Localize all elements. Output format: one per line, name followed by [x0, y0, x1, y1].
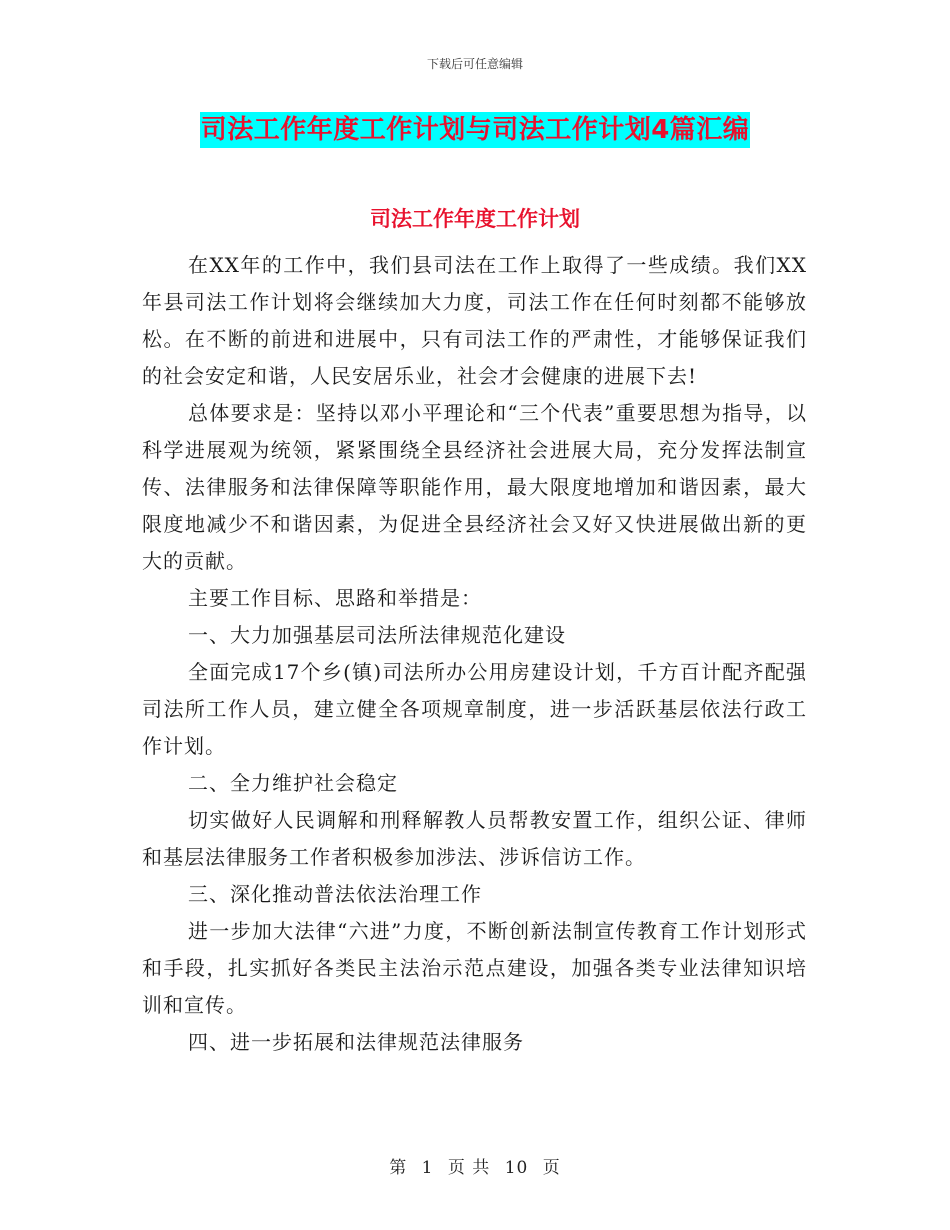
heading-item-1: 一、大力加强基层司法所法律规范化建设 — [188, 623, 566, 647]
document-title — [0, 112, 950, 148]
page-mid: 页 共 — [447, 1158, 491, 1178]
paragraph: 进一步加大法律“六进”力度，不断创新法制宣传教育工作计划形式和手段，扎实抓好各类民主法治示范点建设，加强各类专业法律知识培训和宣传。 — [142, 919, 807, 1017]
paragraph: 切实做好人民调解和刑释解教人员帮教安置工作，组织公证、律师和基层法律服务工作者积极参加涉法、涉诉信访工作。 — [142, 808, 807, 869]
page-suffix: 页 — [542, 1158, 561, 1178]
heading-item-4: 四、进一步拓展和法律规范法律服务 — [188, 1030, 524, 1054]
paragraph: 总体要求是：坚持以邓小平理论和“三个代表”重要思想为指导，以科学进展观为统领，紧紧围绕全县经济社会进展大局，充分发挥法制宣传、法律服务和法律保障等职能作用，最大限度地增加和谐因素，最大限度地减少不和谐因素，为促进全县经济社会又好又快进展做出新的更大的贡献。 — [142, 401, 807, 573]
paragraph: 全面完成17个乡(镇)司法所办公用房建设计划，千方百计配齐配强司法所工作人员，建立健全各项规章制度，进一步活跃基层依法行政工作计划。 — [142, 660, 807, 758]
heading-item-3: 三、深化推动普法依法治理工作 — [188, 882, 482, 906]
paragraph: 在XX年的工作中，我们县司法在工作上取得了一些成绩。我们XX年县司法工作计划将会继续加大力度，司法工作在任何时刻都不能够放松。在不断的前进和进展中，只有司法工作的严肃性，才能够保证我们的社会安定和谐，人民安居乐业，社会才会健康的进展下去! — [142, 253, 807, 388]
page-prefix: 第 — [389, 1158, 408, 1178]
page-total: 10 — [504, 1158, 529, 1178]
header-note: 下载后可任意编辑 — [426, 57, 523, 71]
document-body — [142, 247, 807, 1061]
heading-item-2: 二、全力维护社会稳定 — [188, 771, 398, 795]
page-current: 1 — [421, 1158, 434, 1178]
paragraph: 主要工作目标、思路和举措是： — [188, 586, 482, 610]
document-title-text: 司法工作年度工作计划与司法工作计划4篇汇编 — [200, 112, 751, 148]
section-title: 司法工作年度工作计划 — [370, 207, 580, 231]
page-footer — [0, 1153, 950, 1178]
